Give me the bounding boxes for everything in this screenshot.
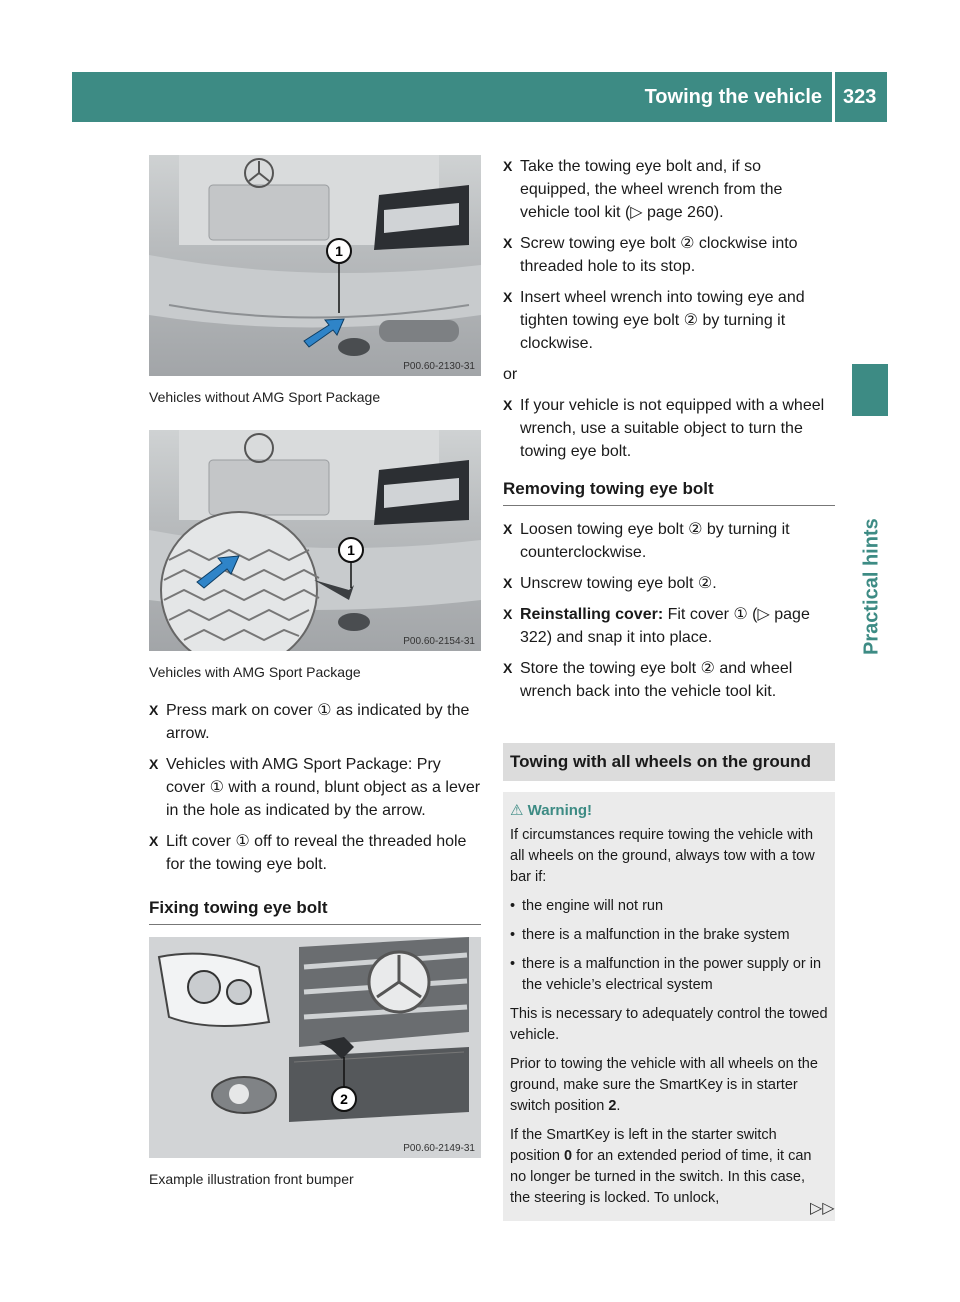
chapter-tab <box>852 364 888 416</box>
image-code: P00.60-2154-31 <box>403 636 475 647</box>
warning-bullet: • there is a malfunction in the power supply or in the vehicle’s electrical system <box>510 956 822 993</box>
bullet-icon: • <box>510 927 516 943</box>
instruction-step <box>503 603 835 649</box>
image-code: P00.60-2130-31 <box>403 361 475 372</box>
warning-intro: If circumstances require towing the vehicle with all wheels on the ground, always tow with a tow bar if: <box>510 827 815 885</box>
step-marker-icon: X <box>503 235 513 251</box>
step-marker-icon: X <box>503 521 513 537</box>
step-marker-icon: X <box>149 833 159 849</box>
page-number: 323 <box>843 86 877 108</box>
warning-bullet: • the engine will not run <box>510 896 828 917</box>
step-text: Take the towing eye bolt and, if so equipped, the wheel wrench from the vehicle tool kit (▷ page 260). <box>520 158 783 221</box>
rear-bumper-illustration <box>149 155 481 376</box>
image-caption: Example illustration front bumper <box>149 1171 354 1187</box>
continued-icon: ▷▷ <box>810 1200 835 1217</box>
step-marker-icon: X <box>503 575 513 591</box>
bullet-icon: • <box>510 956 516 972</box>
left-column <box>149 155 481 1212</box>
step-marker-icon: X <box>149 702 159 718</box>
instruction-step <box>149 699 481 745</box>
step-text: Insert wheel wrench into towing eye and tighten towing eye bolt ② by turning it clockwise. <box>520 289 805 352</box>
instruction-step <box>503 286 835 355</box>
section-heading: Fixing towing eye bolt <box>149 898 481 925</box>
step-marker-icon: X <box>149 756 159 772</box>
right-column <box>503 155 835 1221</box>
rear-bumper-photo <box>149 155 481 376</box>
warning-paragraph: If the SmartKey is left in the starter switch position 0 for an extended period of time, it can no longer be turned in the switch. In this case, the steering is locked. To unlock, <box>510 1127 812 1206</box>
instruction-step <box>149 753 481 822</box>
bullet-icon: • <box>510 898 516 914</box>
step-text: If your vehicle is not equipped with a wheel wrench, use a suitable object to turn the towing eye bolt. <box>520 397 825 460</box>
image-caption: Vehicles without AMG Sport Package <box>149 389 381 405</box>
instruction-step <box>503 518 835 564</box>
warning-box <box>503 792 835 1221</box>
svg-text:1: 1 <box>347 542 355 558</box>
step-marker-icon: X <box>503 289 513 305</box>
step-bold-text: Reinstalling cover: <box>520 606 664 623</box>
section-heading: Removing towing eye bolt <box>503 479 835 506</box>
warning-paragraph: Prior to towing the vehicle with all wheels on the ground, make sure the SmartKey is in starter switch position 2. <box>510 1056 818 1114</box>
warning-bullet: • there is a malfunction in the brake system <box>510 925 828 946</box>
step-marker-icon: X <box>503 660 513 676</box>
header-divider <box>832 72 835 122</box>
svg-text:2: 2 <box>340 1091 348 1107</box>
amg-bumper-illustration <box>149 430 481 651</box>
or-text: or <box>503 366 518 383</box>
step-text: Loosen towing eye bolt ② by turning it counterclockwise. <box>520 521 790 561</box>
instruction-step <box>149 830 481 876</box>
step-text: Lift cover ① off to reveal the threaded hole for the towing eye bolt. <box>166 833 467 873</box>
step-text: Press mark on cover ① as indicated by the arrow. <box>166 702 470 742</box>
step-text: Screw towing eye bolt ② clockwise into threaded hole to its stop. <box>520 235 798 275</box>
front-bumper-photo <box>149 937 481 1158</box>
instruction-step <box>503 155 835 224</box>
step-marker-icon: X <box>503 606 513 622</box>
front-bumper-illustration <box>149 937 481 1158</box>
amg-bumper-photo <box>149 430 481 651</box>
step-text: Unscrew towing eye bolt ②. <box>520 575 717 592</box>
step-marker-icon: X <box>503 397 513 413</box>
page-title: Towing the vehicle <box>644 86 822 108</box>
warning-paragraph: This is necessary to adequately control the towed vehicle. <box>510 1006 828 1043</box>
step-marker-icon: X <box>503 158 513 174</box>
svg-text:1: 1 <box>335 243 343 259</box>
warning-title: ⚠ Warning! <box>510 802 593 819</box>
instruction-step <box>503 232 835 278</box>
step-text: Store the towing eye bolt ② and wheel wrench back into the vehicle tool kit. <box>520 660 793 700</box>
chapter-label: Practical hints <box>860 518 883 655</box>
image-code: P00.60-2149-31 <box>403 1143 475 1154</box>
step-text: Fit cover ① (▷ page 322) and snap it into place. <box>520 606 810 646</box>
warning-icon: ⚠ <box>510 802 524 819</box>
section-title: Towing with all wheels on the ground <box>503 743 835 781</box>
instruction-step <box>503 572 835 595</box>
instruction-step <box>503 394 835 463</box>
instruction-step <box>503 657 835 703</box>
step-text: Vehicles with AMG Sport Package: Pry cover ① with a round, blunt object as a lever in the hole as indicated by the arrow. <box>166 756 481 819</box>
image-caption: Vehicles with AMG Sport Package <box>149 664 361 680</box>
